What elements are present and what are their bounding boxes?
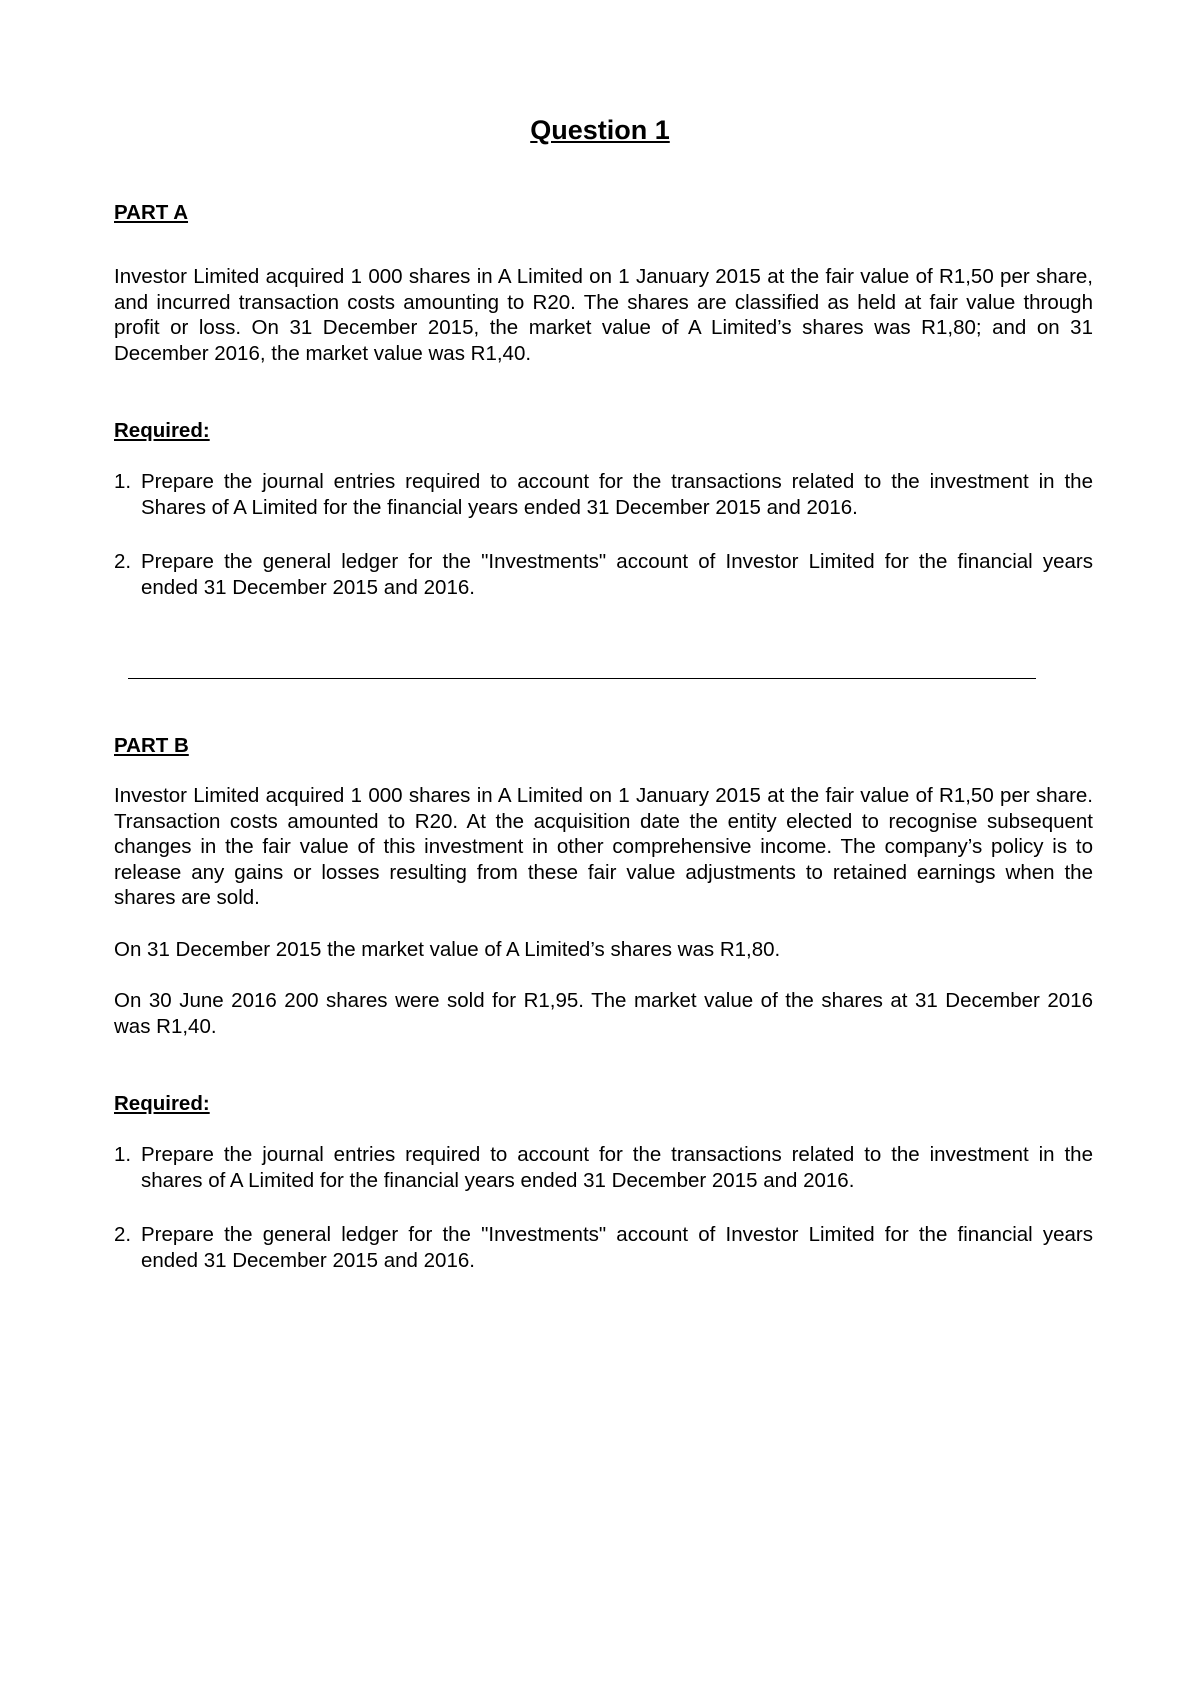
list-item-text: Prepare the general ledger for the "Investments" account of Investor Limited for the financial years ended 31 December 2015 and 2016. bbox=[141, 550, 1093, 599]
part-a-heading: PART A bbox=[114, 201, 189, 224]
list-number: 1. bbox=[114, 470, 132, 493]
part-b-para2-block bbox=[114, 937, 1093, 963]
part-b-required-block bbox=[114, 1091, 1093, 1117]
part-a-intro: Investor Limited acquired 1 000 shares in A Limited on 1 January 2015 at the fair value of R1,50 per share, and incurred transaction costs amounting to R20. The shares are classified as held at fair value through profit or loss. On 31 December 2015, the market value of A Limited’s shares was R1,80; and on 31 December 2016, the market value was R1,40. bbox=[114, 265, 1093, 365]
part-b-para3-block bbox=[114, 988, 1093, 1039]
page-title: Question 1 bbox=[530, 115, 670, 145]
list-number: 2. bbox=[114, 550, 132, 573]
list-item bbox=[114, 1222, 1093, 1273]
part-b-intro-block bbox=[114, 783, 1093, 911]
part-b-intro: Investor Limited acquired 1 000 shares in A Limited on 1 January 2015 at the fair value of R1,50 per share. Transaction costs amounted to R20. At the acquisition date the entity elected to recognise subsequent changes in the fair value of this investment in other comprehensive income. The company’s policy is to release any gains or losses resulting from these fair value adjustments to retained earnings when the shares are sold. bbox=[114, 784, 1093, 909]
list-item bbox=[114, 549, 1093, 600]
part-a-intro-block bbox=[114, 264, 1093, 366]
section-divider bbox=[128, 678, 1036, 679]
part-b-para2: On 31 December 2015 the market value of A Limited’s shares was R1,80. bbox=[114, 938, 781, 961]
list-item-text: Prepare the journal entries required to account for the transactions related to the investment in the Shares of A Limited for the financial years ended 31 December 2015 and 2016. bbox=[141, 470, 1093, 519]
list-item bbox=[114, 1142, 1093, 1193]
part-b-heading-block bbox=[114, 733, 1093, 759]
part-b-required-heading: Required: bbox=[114, 1092, 210, 1115]
part-a-required-list-2 bbox=[114, 549, 1093, 600]
part-a-heading-block bbox=[114, 200, 1093, 226]
part-b-para3: On 30 June 2016 200 shares were sold for R1,95. The market value of the shares at 31 December 2016 was R1,40. bbox=[114, 989, 1093, 1038]
list-number: 2. bbox=[114, 1223, 132, 1246]
part-b-required-list bbox=[114, 1142, 1093, 1193]
part-a-required-block bbox=[114, 418, 1093, 444]
list-item-text: Prepare the general ledger for the "Investments" account of Investor Limited for the financial years ended 31 December 2015 and 2016. bbox=[141, 1223, 1093, 1272]
part-a-required-list bbox=[114, 469, 1093, 520]
part-a-required-heading: Required: bbox=[114, 419, 210, 442]
part-b-heading: PART B bbox=[114, 734, 189, 757]
part-b-required-list-2 bbox=[114, 1222, 1093, 1273]
list-number: 1. bbox=[114, 1143, 132, 1166]
list-item bbox=[114, 469, 1093, 520]
list-item-text: Prepare the journal entries required to account for the transactions related to the investment in the shares of A Limited for the financial years ended 31 December 2015 and 2016. bbox=[141, 1143, 1093, 1192]
